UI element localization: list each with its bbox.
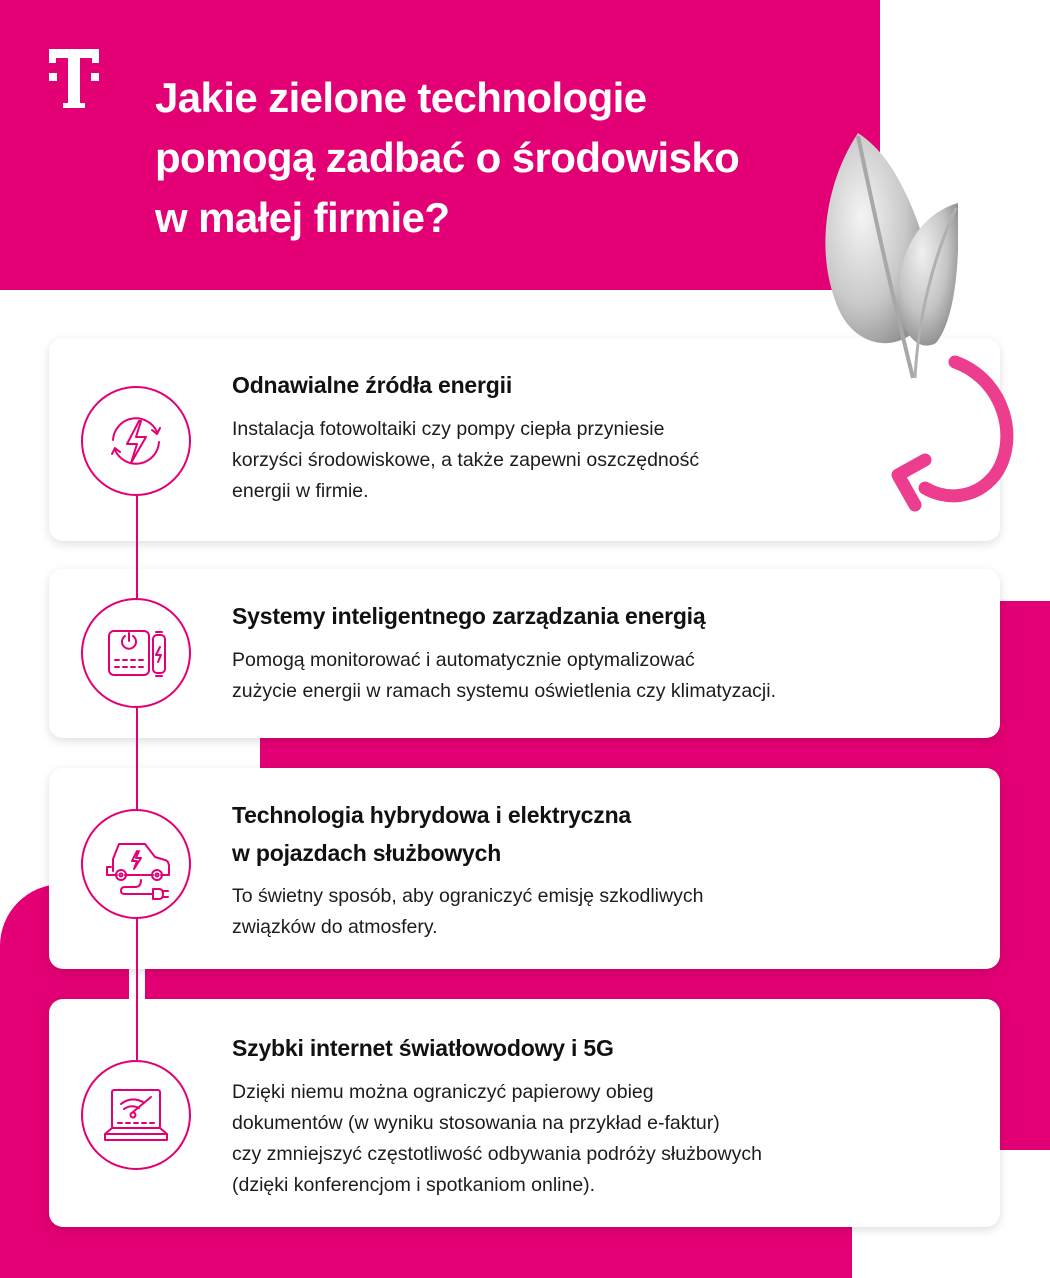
card-text-line: (dzięki konferencjom i spotkaniom online).: [232, 1174, 596, 1196]
card-title: [232, 597, 705, 635]
laptop-wifi-icon: [81, 1060, 191, 1170]
card-title: [232, 1029, 614, 1067]
3d-leaves-icon: [818, 128, 958, 388]
card-text: [232, 414, 699, 507]
card-text-line: zużycie energii w ramach systemu oświetlenia czy klimatyzacji.: [232, 680, 777, 702]
card-text-line: To świetny sposób, aby ograniczyć emisję szkodliwych: [232, 885, 704, 907]
renewable-energy-icon: [81, 386, 191, 496]
title-line: pomogą zadbać o środowisko: [155, 134, 740, 181]
card-text-line: Instalacja fotowoltaiki czy pompy ciepła przyniesie: [232, 418, 665, 440]
card-text: [232, 1077, 762, 1201]
card-text: [232, 645, 776, 707]
timeline-connector: [136, 496, 138, 1066]
card-title-line: Odnawialne źródła energii: [232, 372, 513, 398]
electric-car-icon: [81, 809, 191, 919]
card-text-line: Pomogą monitorować i automatycznie optymalizować: [232, 649, 695, 671]
page-title: [155, 68, 855, 248]
card-fast-internet: [49, 999, 1000, 1227]
card-title-line: Technologia hybrydowa i elektryczna: [232, 802, 632, 828]
card-electric-vehicles: [49, 768, 1000, 969]
telekom-t-logo: [48, 49, 100, 109]
card-title: [232, 796, 631, 872]
card-text-line: czy zmniejszyć częstotliwość odbywania podróży służbowych: [232, 1143, 762, 1165]
card-text-line: energii w firmie.: [232, 480, 369, 502]
title-line: w małej firmie?: [155, 194, 450, 241]
card-text-line: korzyści środowiskowe, a także zapewni oszczędność: [232, 449, 700, 471]
title-line: Jakie zielone technologie: [155, 74, 647, 121]
card-text: [232, 881, 703, 943]
curved-arrow-icon: [880, 350, 1020, 520]
smart-energy-management-icon: [81, 598, 191, 708]
card-title: [232, 366, 512, 404]
card-text-line: Dzięki niemu można ograniczyć papierowy obieg: [232, 1081, 654, 1103]
card-text-line: związków do atmosfery.: [232, 916, 438, 938]
card-title-line: w pojazdach służbowych: [232, 840, 502, 866]
card-smart-energy: [49, 569, 1000, 738]
card-title-line: Systemy inteligentnego zarządzania energią: [232, 603, 706, 629]
card-text-line: dokumentów (w wyniku stosowania na przykład e-faktur): [232, 1112, 720, 1134]
card-title-line: Szybki internet światłowodowy i 5G: [232, 1035, 614, 1061]
